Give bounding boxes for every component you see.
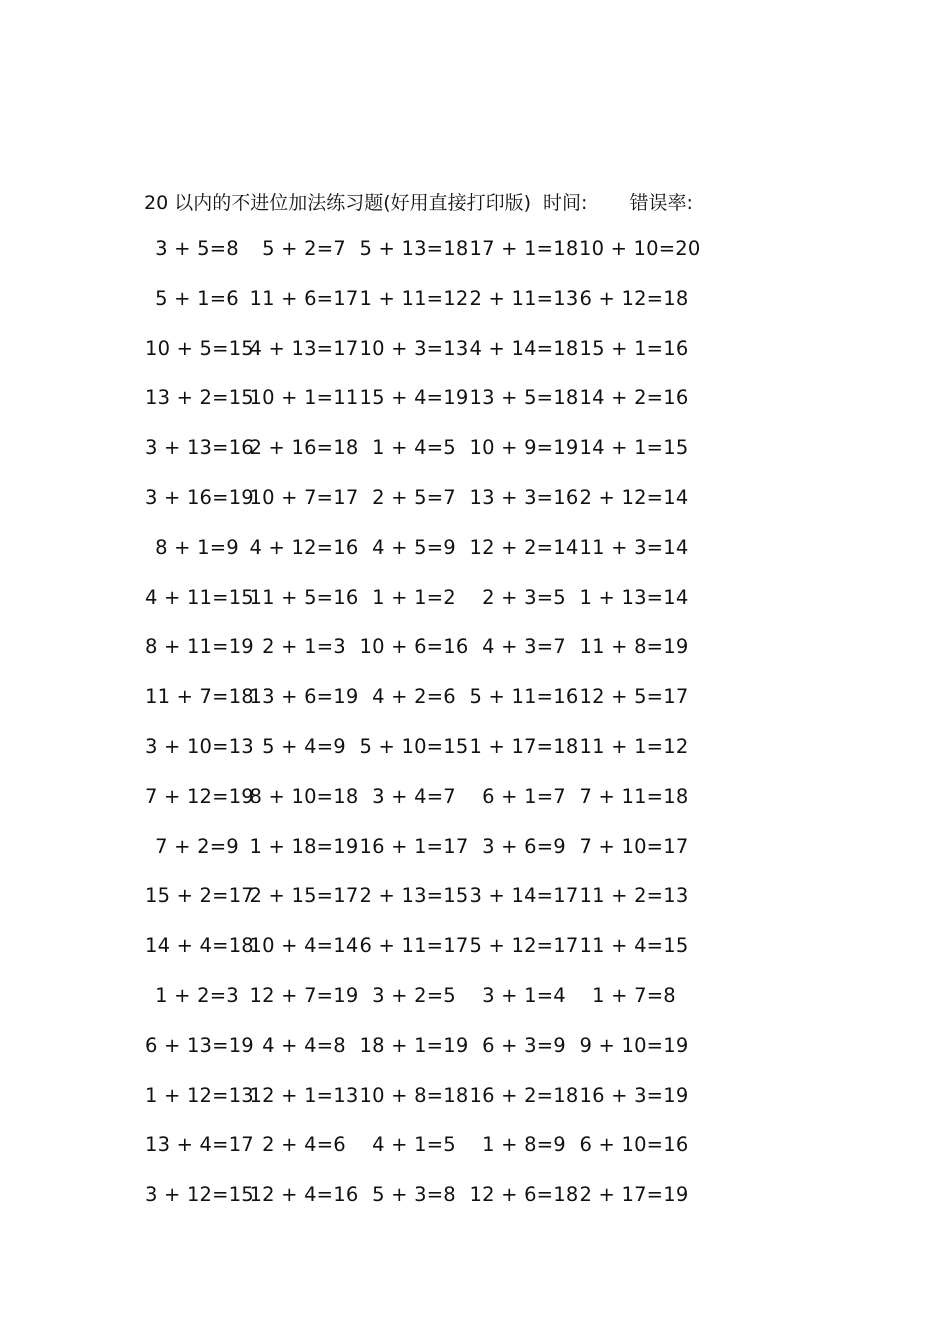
addition-problem: 5 + 12=17	[469, 934, 579, 958]
problem-row	[145, 533, 689, 583]
addition-problem: 18 + 1=19	[359, 1033, 469, 1057]
addition-problem: 6 + 1=7	[482, 784, 566, 808]
addition-problem: 4 + 12=16	[249, 535, 359, 559]
addition-problem: 12 + 2=14	[469, 535, 579, 559]
addition-problem: 12 + 4=16	[249, 1183, 359, 1207]
addition-problem: 6 + 3=9	[482, 1033, 566, 1057]
addition-problem: 3 + 4=7	[372, 784, 456, 808]
addition-problem: 7 + 11=18	[579, 784, 689, 808]
addition-problem: 3 + 6=9	[482, 834, 566, 858]
addition-problem: 12 + 6=18	[469, 1183, 579, 1207]
addition-problem: 4 + 11=15	[145, 585, 254, 609]
addition-problem: 11 + 1=12	[579, 734, 689, 758]
addition-problem: 11 + 4=15	[579, 934, 689, 958]
addition-problem: 4 + 5=9	[372, 535, 456, 559]
addition-problem: 2 + 16=18	[249, 436, 359, 460]
addition-problem: 2 + 17=19	[579, 1183, 689, 1207]
addition-problem: 5 + 13=18	[359, 237, 469, 260]
addition-problem: 8 + 1=9	[155, 535, 239, 559]
addition-problem: 1 + 2=3	[155, 983, 239, 1007]
problem-row	[145, 1081, 689, 1131]
addition-problem: 15 + 1=16	[579, 336, 689, 360]
addition-problem: 1 + 11=12	[359, 286, 469, 310]
addition-problem: 6 + 11=17	[359, 934, 469, 958]
addition-problem: 2 + 1=3	[262, 635, 346, 659]
problem-row	[145, 583, 689, 633]
addition-problem: 11 + 5=16	[249, 585, 359, 609]
addition-problem: 10 + 5=15	[145, 336, 254, 360]
addition-problem: 5 + 1=6	[155, 286, 239, 310]
addition-problem: 11 + 7=18	[145, 685, 254, 709]
problem-row	[145, 1031, 689, 1081]
addition-problem: 3 + 5=8	[155, 237, 239, 260]
addition-problem: 10 + 4=14	[249, 934, 359, 958]
addition-problem: 10 + 10=20	[579, 237, 701, 260]
addition-problem: 2 + 4=6	[262, 1133, 346, 1157]
addition-problem: 6 + 13=19	[145, 1033, 254, 1057]
addition-problem: 11 + 2=13	[579, 884, 689, 908]
addition-problem: 7 + 2=9	[155, 834, 239, 858]
addition-problem: 12 + 1=13	[249, 1083, 359, 1107]
error-rate-label: 错误率:	[629, 191, 693, 214]
addition-problem: 15 + 2=17	[145, 884, 254, 908]
addition-problem: 8 + 11=19	[145, 635, 254, 659]
addition-problem: 11 + 6=17	[249, 286, 359, 310]
worksheet-header	[144, 186, 693, 216]
addition-problem: 2 + 13=15	[359, 884, 469, 908]
addition-problem: 1 + 18=19	[249, 834, 359, 858]
addition-problem: 4 + 3=7	[482, 635, 566, 659]
addition-problem: 2 + 5=7	[372, 485, 456, 509]
addition-problem: 10 + 9=19	[469, 436, 579, 460]
problem-row	[145, 732, 689, 782]
addition-problem: 2 + 3=5	[482, 585, 566, 609]
addition-problem: 14 + 1=15	[579, 436, 689, 460]
problem-row	[145, 284, 689, 334]
addition-problem: 3 + 14=17	[469, 884, 579, 908]
addition-problem: 4 + 13=17	[249, 336, 359, 360]
addition-problem: 1 + 4=5	[372, 436, 456, 460]
problem-row	[145, 433, 689, 483]
problem-row	[145, 334, 689, 384]
addition-problem: 6 + 10=16	[579, 1133, 689, 1157]
addition-problem: 1 + 8=9	[482, 1133, 566, 1157]
time-label: 时间:	[543, 191, 588, 214]
addition-problem: 1 + 7=8	[592, 983, 676, 1007]
addition-problem: 13 + 2=15	[145, 386, 254, 410]
addition-problem: 8 + 10=18	[249, 784, 359, 808]
addition-problem: 12 + 5=17	[579, 685, 689, 709]
addition-problem: 5 + 4=9	[262, 734, 346, 758]
addition-problem: 3 + 2=5	[372, 983, 456, 1007]
problem-row	[145, 483, 689, 533]
problem-row	[145, 981, 689, 1031]
addition-problem: 1 + 12=13	[145, 1083, 254, 1107]
problem-row	[145, 632, 689, 682]
problem-row	[145, 1180, 689, 1230]
addition-problem: 2 + 12=14	[579, 485, 689, 509]
addition-problem: 14 + 2=16	[579, 386, 689, 410]
addition-problem: 4 + 1=5	[372, 1133, 456, 1157]
addition-problem: 2 + 15=17	[249, 884, 359, 908]
addition-problem: 5 + 2=7	[262, 237, 346, 260]
addition-problem: 10 + 8=18	[359, 1083, 469, 1107]
addition-problem: 7 + 12=19	[145, 784, 254, 808]
addition-problem: 1 + 17=18	[469, 734, 579, 758]
addition-problem: 4 + 4=8	[262, 1033, 346, 1057]
addition-problem: 11 + 3=14	[579, 535, 689, 559]
addition-problem: 3 + 10=13	[145, 734, 254, 758]
addition-problem: 10 + 7=17	[249, 485, 359, 509]
addition-problem: 3 + 1=4	[482, 983, 566, 1007]
addition-problem: 9 + 10=19	[579, 1033, 689, 1057]
problem-row	[145, 234, 701, 284]
addition-problem: 17 + 1=18	[469, 237, 579, 260]
addition-problem: 5 + 10=15	[359, 734, 469, 758]
addition-problem: 16 + 3=19	[579, 1083, 689, 1107]
problem-row	[145, 931, 689, 981]
addition-problem: 15 + 4=19	[359, 386, 469, 410]
problem-row	[145, 1130, 689, 1180]
addition-problem: 11 + 8=19	[579, 635, 689, 659]
addition-problem: 3 + 16=19	[145, 485, 254, 509]
addition-problem: 16 + 2=18	[469, 1083, 579, 1107]
addition-problem: 4 + 14=18	[469, 336, 579, 360]
problem-row	[145, 682, 689, 732]
addition-problem: 7 + 10=17	[579, 834, 689, 858]
addition-problem: 16 + 1=17	[359, 834, 469, 858]
problem-row	[145, 881, 689, 931]
problem-grid	[145, 234, 701, 1230]
addition-problem: 3 + 13=16	[145, 436, 254, 460]
addition-problem: 10 + 6=16	[359, 635, 469, 659]
addition-problem: 10 + 3=13	[359, 336, 469, 360]
addition-problem: 13 + 4=17	[145, 1133, 254, 1157]
addition-problem: 5 + 3=8	[372, 1183, 456, 1207]
addition-problem: 13 + 3=16	[469, 485, 579, 509]
addition-problem: 13 + 6=19	[249, 685, 359, 709]
addition-problem: 1 + 1=2	[372, 585, 456, 609]
addition-problem: 5 + 11=16	[469, 685, 579, 709]
problem-row	[145, 832, 689, 882]
addition-problem: 10 + 1=11	[249, 386, 359, 410]
addition-problem: 6 + 12=18	[579, 286, 689, 310]
addition-problem: 3 + 12=15	[145, 1183, 254, 1207]
addition-problem: 14 + 4=18	[145, 934, 254, 958]
problem-row	[145, 383, 689, 433]
worksheet-title: 20 以内的不进位加法练习题(好用直接打印版)	[144, 191, 532, 214]
problem-row	[145, 782, 689, 832]
addition-problem: 1 + 13=14	[579, 585, 689, 609]
addition-problem: 12 + 7=19	[249, 983, 359, 1007]
addition-problem: 13 + 5=18	[469, 386, 579, 410]
addition-problem: 2 + 11=13	[469, 286, 579, 310]
addition-problem: 4 + 2=6	[372, 685, 456, 709]
